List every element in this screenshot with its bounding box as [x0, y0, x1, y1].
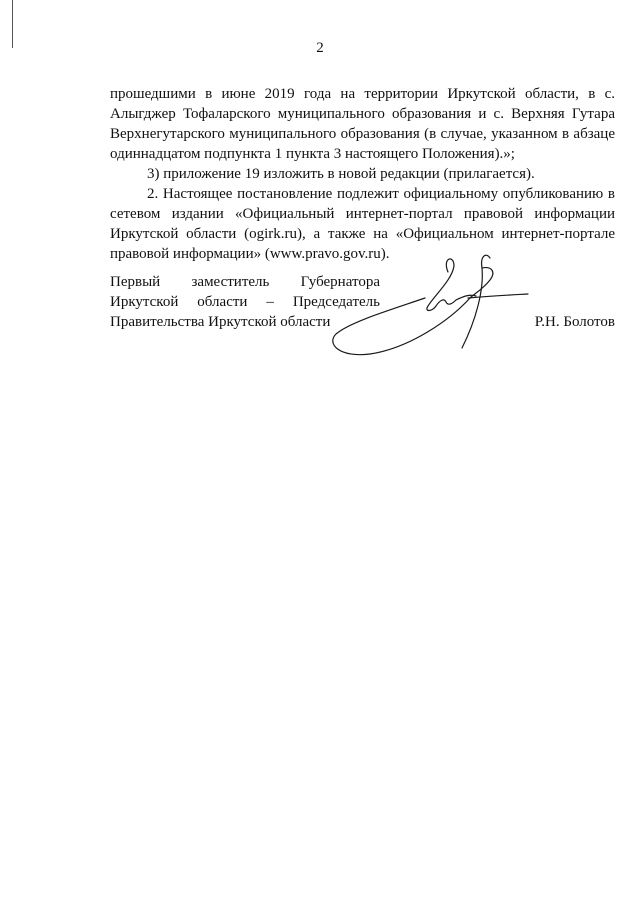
word: Губернатора	[300, 274, 380, 290]
word: Иркутской	[110, 294, 179, 310]
word: области	[197, 294, 248, 310]
paragraph-continuation: прошедшими в июне 2019 года на территории Иркутской области, в с. Алыгджер Тофаларского муниципального образования и с. Верхняя Гутара Верхнегутарского муниципального образования (в случае, указанном в абзаце одиннадцатом подпункта 1 пункта 3 настоящего Положения).»;	[110, 86, 615, 162]
word: –	[266, 294, 274, 310]
signatory-title-line-3: Правительства Иркутской области	[110, 314, 331, 330]
word: Первый	[110, 274, 161, 290]
signatory-name: Р.Н. Болотов	[534, 314, 615, 330]
page-number: 2	[316, 40, 324, 56]
word: Председатель	[292, 294, 380, 310]
paragraph-publication: 2. Настоящее постановление подлежит официальному опубликованию в сетевом издании «Официальный интернет-портал правовой информации Иркутской области (ogirk.ru), а также на «Официальном интернет-портале правовой информации» (www.pravo.gov.ru).	[110, 186, 615, 262]
document-body	[110, 84, 615, 264]
handwritten-signature	[330, 250, 530, 370]
word: заместитель	[191, 274, 270, 290]
paragraph-appendix-19: 3) приложение 19 изложить в новой редакции (прилагается).	[147, 166, 535, 182]
